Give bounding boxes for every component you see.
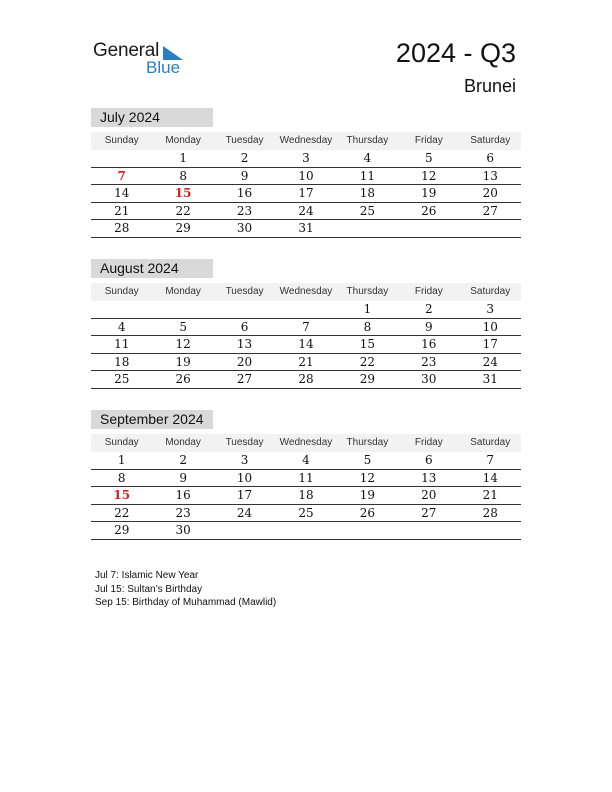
day-cell: 2 <box>179 453 187 467</box>
day-cell <box>337 220 398 237</box>
day-cell: 2 <box>240 151 249 165</box>
day-cell: 28 <box>482 505 498 520</box>
weekday-label: Tuesday <box>225 437 264 448</box>
day-cell: 19 <box>421 186 437 201</box>
day-cell <box>460 220 521 237</box>
country-name: Brunei <box>463 76 516 96</box>
day-cell: 23 <box>175 505 191 520</box>
week-row <box>91 203 521 221</box>
day-cell: 24 <box>298 203 314 218</box>
day-cell: 3 <box>240 453 249 467</box>
week-row <box>91 487 521 505</box>
week-row <box>91 505 521 523</box>
day-cell: 6 <box>486 151 495 165</box>
day-cell: 14 <box>482 470 498 485</box>
holiday-notes <box>95 569 276 610</box>
page-title: 2024 - Q3 <box>395 38 516 68</box>
month-label: September 2024 <box>91 410 213 429</box>
day-cell <box>337 522 398 539</box>
day-cell: 3 <box>302 151 310 165</box>
day-cell: 29 <box>359 372 376 387</box>
weekday-label: Sunday <box>104 286 139 297</box>
week-row <box>91 470 521 488</box>
day-cell: 5 <box>363 453 372 467</box>
day-cell: 21 <box>298 354 314 369</box>
day-cell: 9 <box>425 319 433 334</box>
day-cell: 4 <box>117 319 126 334</box>
weekday-label: Saturday <box>470 437 511 448</box>
day-cell: 18 <box>298 488 314 503</box>
day-cell: 12 <box>175 337 191 352</box>
month-july <box>91 108 521 238</box>
day-cell: 6 <box>425 453 433 467</box>
day-cell: 26 <box>175 372 191 387</box>
day-cell: 18 <box>359 186 376 201</box>
day-cell: 8 <box>117 470 126 485</box>
day-cell: 6 <box>240 319 249 334</box>
day-cell: 23 <box>236 203 253 218</box>
day-cell: 5 <box>179 319 187 334</box>
holiday-note: Jul 7: Islamic New Year <box>95 570 199 581</box>
day-cell: 14 <box>298 337 314 352</box>
day-cell: 27 <box>482 203 498 218</box>
day-cell: 13 <box>482 168 498 183</box>
day-cell: 26 <box>359 505 376 520</box>
day-cell: 9 <box>240 168 249 183</box>
day-cell <box>275 301 336 318</box>
day-cell: 30 <box>175 523 191 538</box>
day-cell: 23 <box>421 354 437 369</box>
day-cell <box>398 220 459 237</box>
day-cell: 17 <box>482 337 498 352</box>
week-row <box>91 150 521 168</box>
week-row <box>91 354 521 372</box>
weekday-label: Thursday <box>346 437 389 448</box>
day-cell: 16 <box>175 488 191 503</box>
day-cell: 12 <box>359 470 376 485</box>
day-cell: 27 <box>236 372 253 387</box>
day-cell <box>214 301 275 318</box>
day-cell: 29 <box>175 221 191 236</box>
day-cell: 27 <box>421 505 437 520</box>
weekday-label: Monday <box>165 135 201 146</box>
day-cell: 17 <box>298 186 314 201</box>
day-cell <box>91 301 152 318</box>
weekday-label: Sunday <box>104 437 139 448</box>
logo-text-general: General <box>93 40 160 61</box>
weekday-label: Monday <box>165 286 201 297</box>
week-row <box>91 168 521 186</box>
weekday-label: Friday <box>414 437 443 448</box>
weekday-label: Wednesday <box>279 135 333 146</box>
day-cell: 17 <box>236 488 253 503</box>
day-cell: 20 <box>236 354 253 369</box>
holiday-note: Sep 15: Birthday of Muhammad (Mawlid) <box>95 597 277 608</box>
day-cell <box>275 522 336 539</box>
day-cell: 12 <box>421 168 437 183</box>
day-cell: 14 <box>114 186 130 201</box>
day-cell: 13 <box>421 470 437 485</box>
day-cell: 20 <box>421 488 437 503</box>
week-row <box>91 452 521 470</box>
day-cell: 15 <box>359 337 376 352</box>
day-cell: 15 <box>174 186 192 201</box>
weekday-label: Wednesday <box>279 437 333 448</box>
weekday-label: Wednesday <box>279 286 333 297</box>
week-row <box>91 371 521 389</box>
weekday-label: Thursday <box>346 286 389 297</box>
day-cell: 19 <box>359 488 376 503</box>
weekday-label: Tuesday <box>225 286 264 297</box>
day-cell: 20 <box>482 186 498 201</box>
week-row <box>91 301 521 319</box>
day-cell <box>398 522 459 539</box>
week-row <box>91 522 521 540</box>
day-cell: 11 <box>114 337 130 352</box>
day-cell: 2 <box>425 302 433 316</box>
weekday-header <box>91 132 521 150</box>
day-cell: 9 <box>179 470 187 485</box>
weekday-label: Tuesday <box>225 135 264 146</box>
day-cell <box>214 522 275 539</box>
day-cell: 1 <box>117 453 126 467</box>
week-row <box>91 319 521 337</box>
logo-text-blue: Blue <box>146 58 181 77</box>
day-cell: 7 <box>302 319 310 334</box>
day-cell: 8 <box>363 319 372 334</box>
day-cell: 21 <box>114 203 130 218</box>
day-cell: 4 <box>302 453 310 467</box>
day-cell: 10 <box>482 319 498 334</box>
day-cell: 3 <box>486 302 495 316</box>
day-cell <box>91 150 152 167</box>
weekday-header <box>91 283 521 301</box>
day-cell <box>152 301 213 318</box>
day-cell: 5 <box>425 151 433 165</box>
day-cell: 11 <box>359 168 376 183</box>
day-cell: 1 <box>363 302 372 316</box>
weekday-label: Friday <box>414 135 443 146</box>
day-cell: 11 <box>298 470 314 485</box>
month-august <box>91 259 521 389</box>
weekday-label: Thursday <box>346 135 389 146</box>
day-cell: 31 <box>298 221 314 236</box>
day-cell: 25 <box>298 505 314 520</box>
day-cell: 28 <box>298 372 314 387</box>
brand-logo <box>93 40 193 80</box>
day-cell: 31 <box>482 372 498 387</box>
day-cell: 22 <box>359 354 376 369</box>
day-cell: 1 <box>179 151 187 165</box>
day-cell: 15 <box>113 488 131 503</box>
day-cell: 28 <box>114 221 130 236</box>
day-cell: 30 <box>421 372 437 387</box>
month-september <box>91 410 521 540</box>
day-cell: 29 <box>114 523 130 538</box>
day-cell: 18 <box>114 354 130 369</box>
weekday-label: Friday <box>414 286 443 297</box>
day-cell: 16 <box>421 337 437 352</box>
day-cell: 10 <box>298 168 314 183</box>
day-cell: 4 <box>363 151 372 165</box>
week-row <box>91 336 521 354</box>
day-cell: 22 <box>175 203 191 218</box>
day-cell <box>460 522 521 539</box>
weekday-label: Monday <box>165 437 201 448</box>
weekday-label: Sunday <box>104 135 139 146</box>
day-cell: 16 <box>236 186 253 201</box>
month-label: August 2024 <box>91 259 213 278</box>
day-cell: 7 <box>117 168 126 183</box>
day-cell: 30 <box>236 221 253 236</box>
month-label: July 2024 <box>91 108 213 127</box>
day-cell: 26 <box>421 203 437 218</box>
day-cell: 24 <box>236 505 253 520</box>
day-cell: 13 <box>236 337 253 352</box>
day-cell: 25 <box>114 372 130 387</box>
day-cell: 24 <box>482 354 498 369</box>
weekday-label: Saturday <box>470 135 511 146</box>
day-cell: 10 <box>236 470 253 485</box>
day-cell: 21 <box>482 488 498 503</box>
day-cell: 19 <box>175 354 191 369</box>
weekday-header <box>91 434 521 452</box>
day-cell: 25 <box>359 203 376 218</box>
week-row <box>91 220 521 238</box>
weekday-label: Saturday <box>470 286 511 297</box>
day-cell: 22 <box>114 505 130 520</box>
day-cell: 7 <box>486 453 495 467</box>
week-row <box>91 185 521 203</box>
day-cell: 8 <box>179 168 187 183</box>
holiday-note: Jul 15: Sultan’s Birthday <box>95 583 203 595</box>
